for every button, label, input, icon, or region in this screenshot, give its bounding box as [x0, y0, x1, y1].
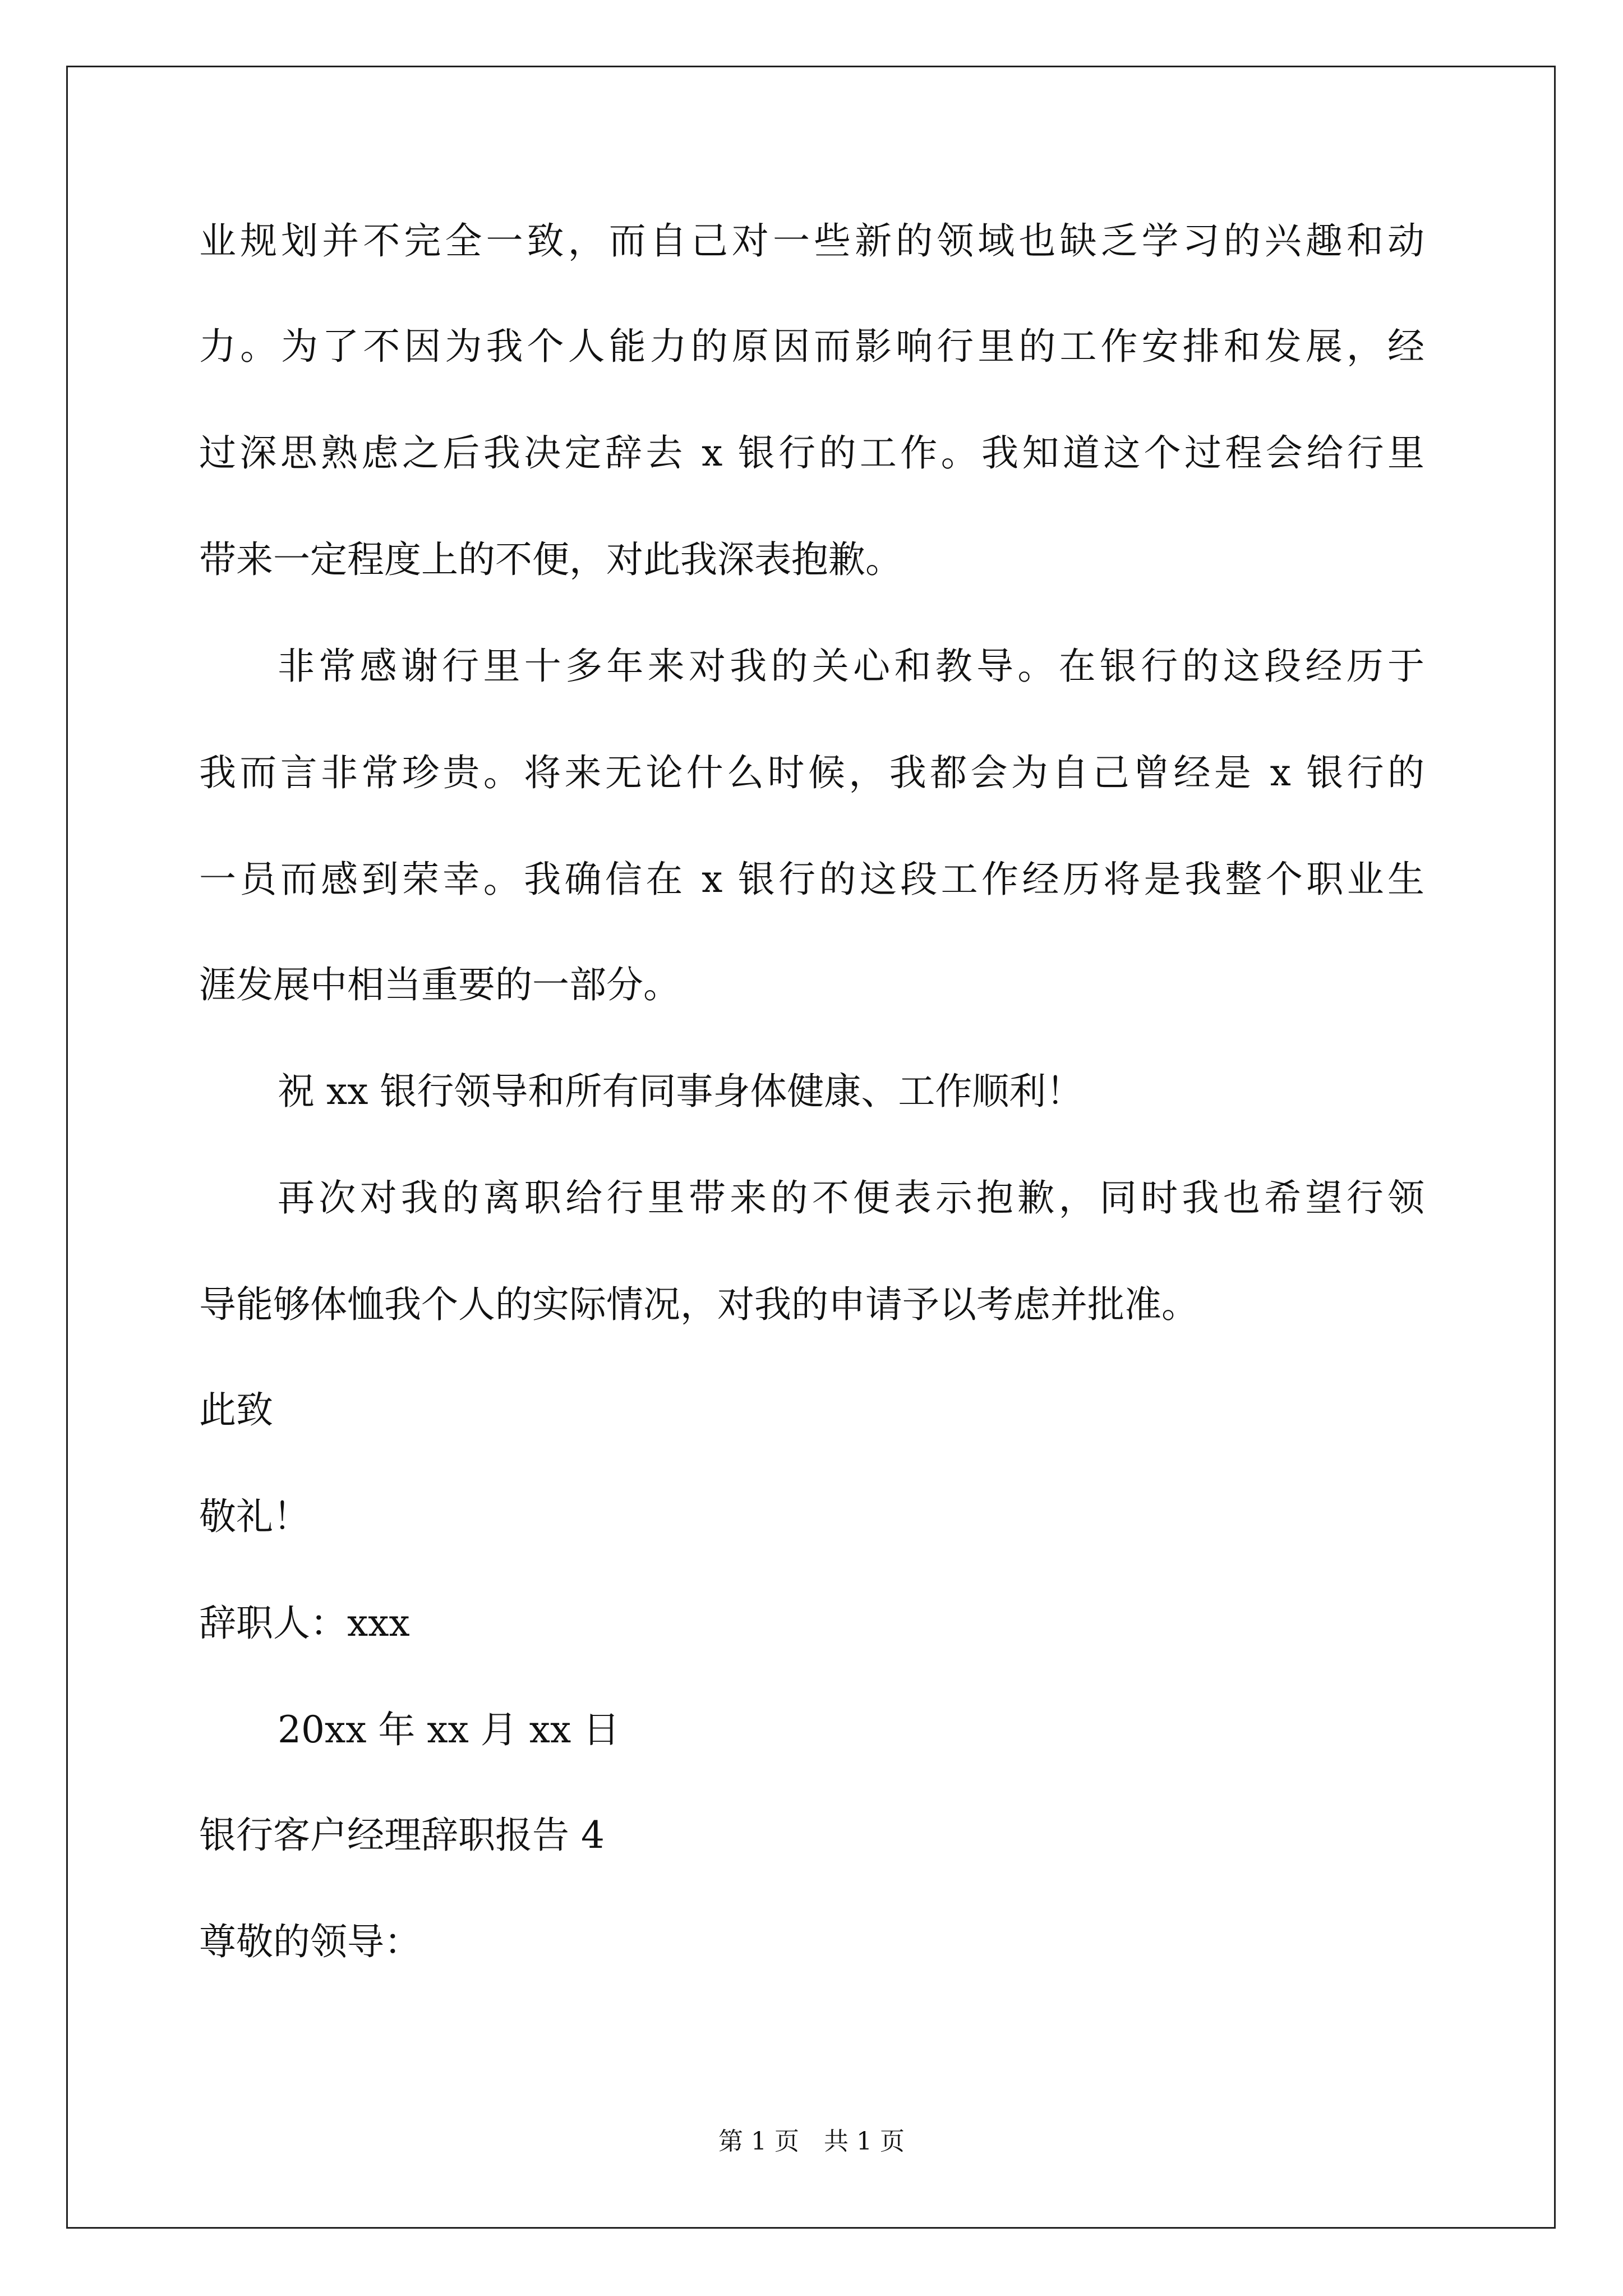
paragraph-line: 我而言非常珍贵。将来无论什么时候，我都会为自己曾经是 x 银行的	[199, 751, 1424, 794]
paragraph-line: 业规划并不完全一致，而自己对一些新的领域也缺乏学习的兴趣和动	[199, 219, 1424, 263]
paragraph-line: 一员而感到荣幸。我确信在 x 银行的这段工作经历将是我整个职业生	[199, 858, 1424, 901]
signature-line: 辞职人：xxx	[199, 1602, 410, 1645]
paragraph-line: 带来一定程度上的不便，对此我深表抱歉。	[199, 538, 902, 581]
closing-salutation: 此致	[199, 1388, 273, 1432]
page-frame	[66, 66, 1556, 2229]
paragraph-line: 导能够体恤我个人的实际情况，对我的申请予以考虑并批准。	[199, 1283, 1198, 1326]
paragraph-line: 非常感谢行里十多年来对我的关心和教导。在银行的这段经历于	[278, 645, 1424, 688]
paragraph-line: 涯发展中相当重要的一部分。	[199, 963, 680, 1006]
page-footer: 第 1 页 共 1 页	[718, 2127, 905, 2156]
paragraph-line: 过深思熟虑之后我决定辞去 x 银行的工作。我知道这个过程会给行里	[199, 431, 1424, 475]
date-line: 20xx 年 xx 月 xx 日	[278, 1708, 620, 1751]
paragraph-line: 再次对我的离职给行里带来的不便表示抱歉，同时我也希望行领	[278, 1176, 1424, 1220]
greeting-line: 尊敬的领导：	[199, 1920, 421, 1963]
section-title: 银行客户经理辞职报告 4	[199, 1814, 605, 1857]
paragraph-line: 力。为了不因为我个人能力的原因而影响行里的工作安排和发展，经	[199, 325, 1424, 368]
paragraph-line: 祝 xx 银行领导和所有同事身体健康、工作顺利！	[278, 1070, 1083, 1113]
closing-regards: 敬礼！	[199, 1495, 310, 1538]
